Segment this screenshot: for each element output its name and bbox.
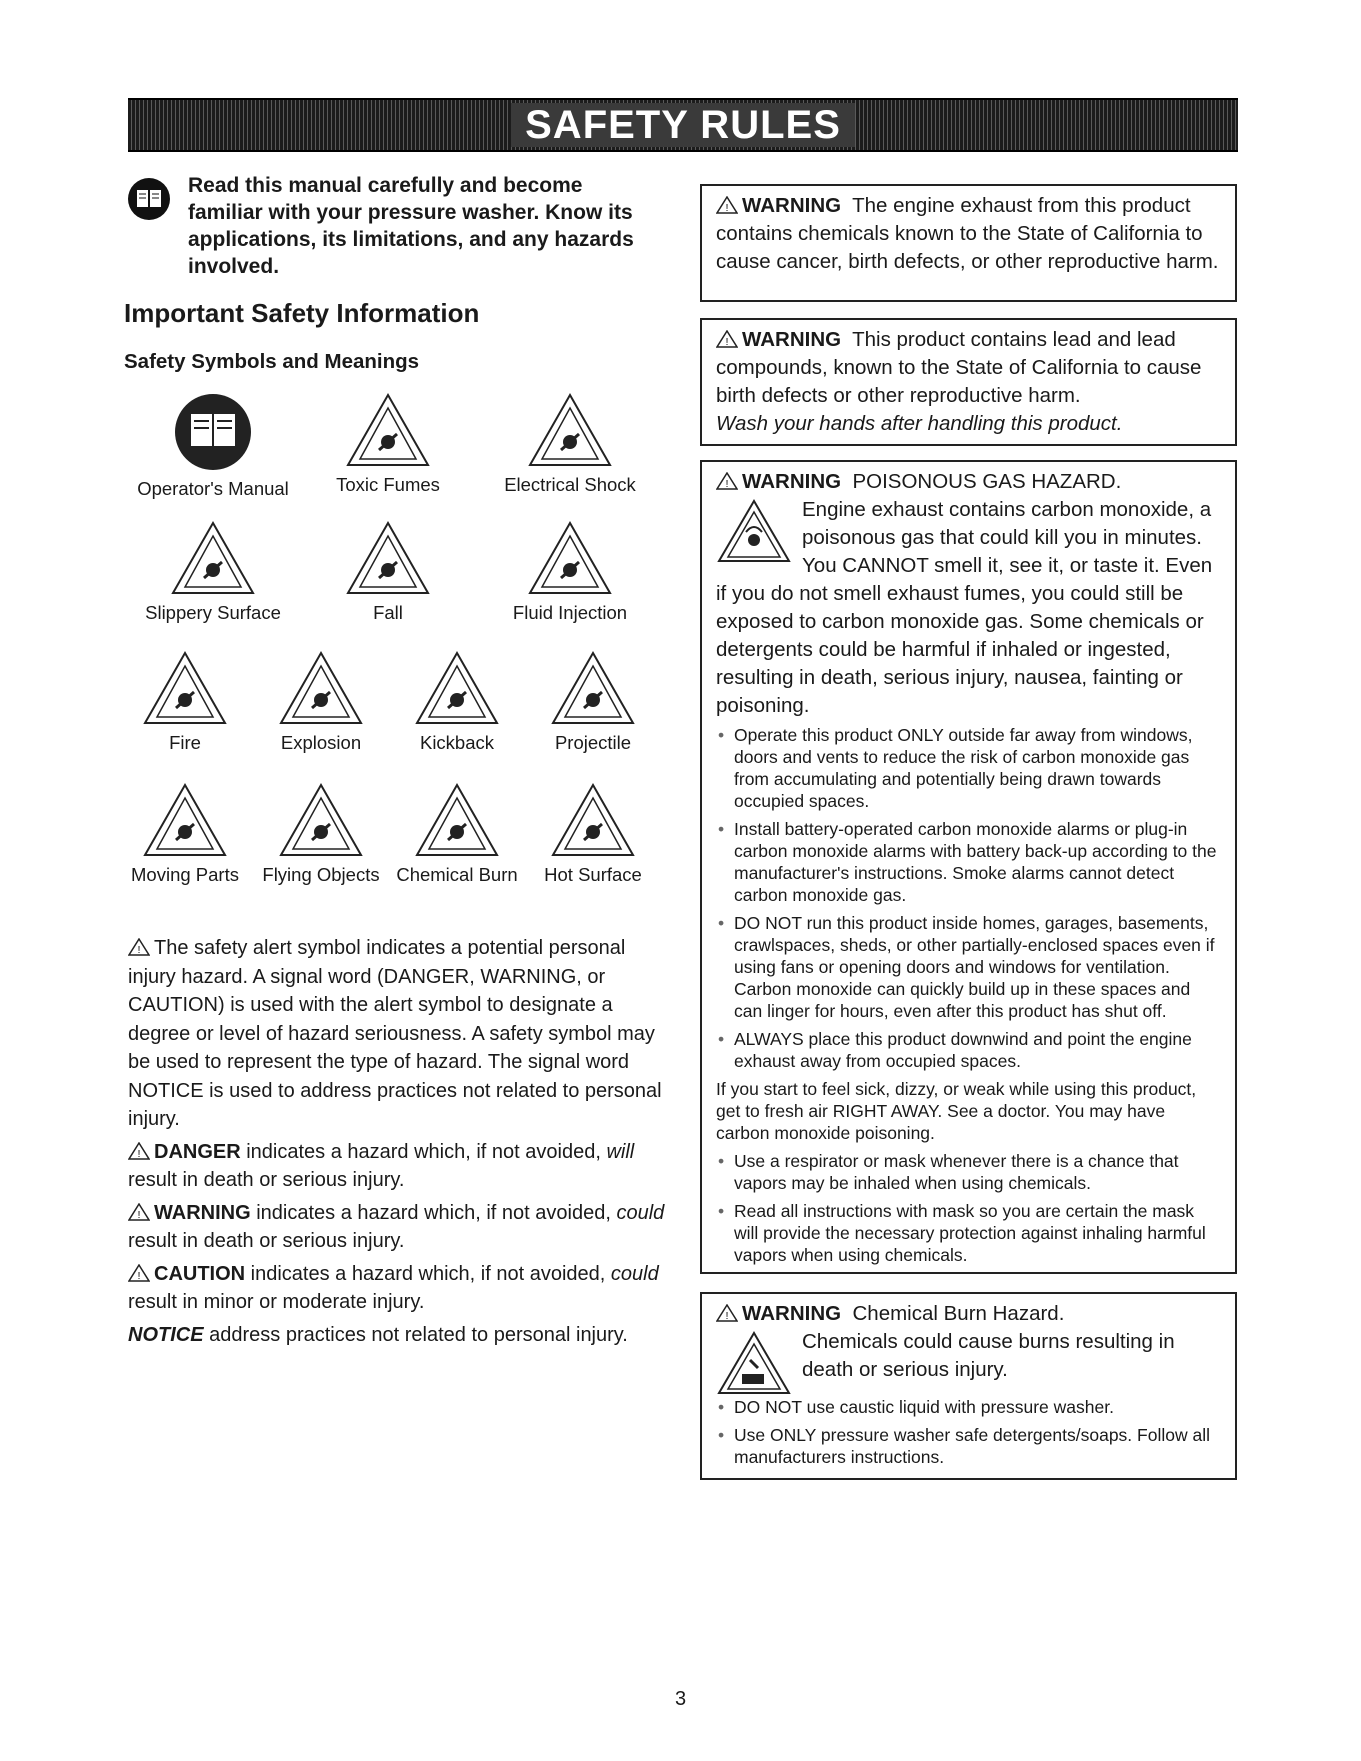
- danger-paragraph: ! DANGER indicates a hazard which, if not avoided, will result in death or serious injury.: [128, 1140, 635, 1191]
- intro-block: [128, 172, 648, 280]
- svg-text:!: !: [137, 1209, 141, 1221]
- signal-words-section: [128, 934, 668, 1353]
- symbol-projectile: [508, 650, 678, 754]
- manual-icon: [128, 178, 170, 220]
- hot-surface-icon: [508, 782, 678, 858]
- symbol-fall: [303, 520, 473, 624]
- symbol-label: Slippery Surface: [145, 602, 281, 623]
- alert-icon: [128, 1140, 150, 1158]
- toxic-fumes-icon: [303, 392, 473, 468]
- symbol-label: Kickback: [419, 732, 495, 753]
- svg-text:!: !: [725, 337, 729, 348]
- heading-symbols: Safety Symbols and Meanings: [124, 350, 420, 373]
- poison-gas-bullets-1: [716, 724, 1221, 1072]
- list-item: • Operate this product ONLY outside far away from windows, doors and vents to reduce the risk of carbon monoxide gas from accumulating and potentially being drawn towards occupied spaces.: [716, 724, 1221, 812]
- alert-icon: [128, 1262, 150, 1280]
- symbol-label: Hot Surface: [544, 864, 642, 885]
- projectile-icon: [508, 650, 678, 726]
- page-title: SAFETY RULES: [511, 103, 855, 147]
- symbol-electrical-shock: [485, 392, 655, 496]
- symbol-label: Explosion: [280, 732, 362, 753]
- symbol-label: Fall: [373, 602, 403, 623]
- symbol-label: Electrical Shock: [504, 474, 636, 495]
- list-item: • Read all instructions with mask so you are certain the mask will provide the necessary protection against inhaling harmful vapors when using chemicals.: [716, 1200, 1221, 1266]
- alert-icon: [716, 1302, 738, 1320]
- symbol-manual: [128, 392, 298, 500]
- svg-text:!: !: [725, 203, 729, 214]
- poison-gas-bullets-2: [716, 1150, 1221, 1266]
- caution-paragraph: ! CAUTION indicates a hazard which, if not avoided, could result in minor or moderate injury.: [128, 1262, 659, 1313]
- chemical-burn-bullets: [716, 1396, 1221, 1468]
- symbol-label: Flying Objects: [262, 864, 380, 885]
- list-item: • DO NOT run this product inside homes, garages, basements, crawlspaces, sheds, or other partially-enclosed spaces even if using fans or opening doors and windows for ventilation. Carbon monoxide can quickly build up in these spaces and can linger for hours, even after this product has shut off.: [716, 912, 1221, 1022]
- alert-icon: [716, 470, 738, 488]
- intro-text: Read this manual carefully and become familiar with your pressure washer. Know its applications, its limitations, and any hazards involved.: [188, 174, 634, 278]
- list-item: • DO NOT use caustic liquid with pressure washer.: [716, 1396, 1221, 1418]
- symbol-label: Operator's Manual: [137, 478, 289, 499]
- warning-paragraph: ! WARNING indicates a hazard which, if not avoided, could result in death or serious injury.: [128, 1201, 665, 1252]
- list-item: • ALWAYS place this product downwind and point the engine exhaust away from occupied spaces.: [716, 1028, 1221, 1072]
- svg-text:!: !: [725, 1311, 729, 1322]
- symbol-label: Chemical Burn: [396, 864, 518, 885]
- list-item: • Use a respirator or mask whenever there is a chance that vapors may be inhaled when using chemicals.: [716, 1150, 1221, 1194]
- alert-icon: [128, 1201, 150, 1219]
- list-item: • Use ONLY pressure washer safe detergents/soaps. Follow all manufacturers instructions.: [716, 1424, 1221, 1468]
- alert-icon: [716, 328, 738, 346]
- alert-paragraph: ! The safety alert symbol indicates a potential personal injury hazard. A signal word (DANGER, WARNING, or CAUTION) is used with the alert symbol to designate a degree or level of hazard seriousness. A safety symbol may be used to represent the type of hazard. The signal word NOTICE is used to address practices not related to personal injury.: [128, 937, 662, 1130]
- page-number: 3: [674, 1688, 687, 1710]
- symbol-hot-surface: [508, 782, 678, 886]
- title-banner: [128, 98, 1238, 152]
- symbol-label: Fluid Injection: [512, 602, 628, 623]
- slippery-surface-icon: [128, 520, 298, 596]
- svg-text:!: !: [137, 1270, 141, 1282]
- svg-text:!: !: [137, 1148, 141, 1160]
- symbol-label: Moving Parts: [131, 864, 239, 885]
- chemical-burn-icon: [716, 1330, 792, 1396]
- electrical-shock-icon: [485, 392, 655, 468]
- manual-icon: [128, 392, 298, 472]
- symbol-label: Toxic Fumes: [336, 474, 440, 495]
- svg-text:!: !: [725, 479, 729, 490]
- symbol-label: Fire: [169, 732, 201, 753]
- symbol-label: Projectile: [554, 732, 632, 753]
- heading-important-safety: Important Safety Information: [124, 298, 480, 328]
- symbol-slippery-surface: [128, 520, 298, 624]
- notice-paragraph: NOTICE address practices not related to personal injury.: [128, 1323, 628, 1346]
- poison-gas-note: If you start to feel sick, dizzy, or weak while using this product, get to fresh air RIGHT AWAY. See a doctor. You may have carbon monoxide poisoning.: [716, 1079, 1197, 1143]
- symbol-toxic-fumes: [303, 392, 473, 496]
- warning-box-exhaust: ! WARNING The engine exhaust from this product contains chemicals known to the State of California to cause cancer, birth defects, or other reproductive harm.: [700, 184, 1237, 302]
- warning-box-chemical-burn: ! WARNING Chemical Burn Hazard. Chemicals could cause burns resulting in death or serious injury. • DO NOT use caustic liquid with pressure washer. • Use ONLY pressure washer safe detergents/soaps. Follow all manufacturers instructions.: [700, 1292, 1237, 1480]
- symbol-fluid-injection: [485, 520, 655, 624]
- alert-icon: [716, 194, 738, 212]
- toxic-fumes-icon: [716, 498, 792, 564]
- warning-box-lead: ! WARNING This product contains lead and lead compounds, known to the State of California to cause birth defects or other reproductive harm. Wash your hands after handling this product.: [700, 318, 1237, 446]
- fluid-injection-icon: [485, 520, 655, 596]
- fall-icon: [303, 520, 473, 596]
- warning-box-poisonous-gas: ! WARNING POISONOUS GAS HAZARD. Engine exhaust contains carbon monoxide, a poisonous gas that could kill you in minutes. You CANNOT smell it, see it, or taste it. Even if you do not smell exhaust fumes, you could still be exposed to carbon monoxide gas. Some chemicals or detergents could be harmful if inhaled or ingested, resulting in death, serious injury, nausea, fainting or poisoning. • Operate this product ONLY outside far away from windows, doors and vents to reduce the risk of carbon monoxide gas from accumulating and potentially being drawn towards occupied spaces. • Install battery-operated carbon monoxide alarms or plug-in carbon monoxide alarms with battery back-up according to the manufacturer's instructions. Smoke alarms cannot detect carbon monoxide gas. • DO NOT run this product inside homes, garages, basements, crawlspaces, sheds, or other partially-enclosed spaces even if using fans or opening doors and windows for ventilation. Carbon monoxide can quickly build up in these spaces and can linger for hours, even after this product has shut off. • ALWAYS place this product downwind and point the engine exhaust away from occupied spaces. If you start to feel sick, dizzy, or weak while using this product, get to fresh air RIGHT AWAY. See a doctor. You may have carbon monoxide poisoning. • Use a respirator or mask whenever there is a chance that vapors may be inhaled when using chemicals. • Read all instructions with mask so you are certain the mask will provide the necessary protection against inhaling harmful vapors when using chemicals.: [700, 460, 1237, 1274]
- alert-icon: [128, 936, 150, 954]
- svg-text:!: !: [137, 945, 141, 956]
- list-item: • Install battery-operated carbon monoxide alarms or plug-in carbon monoxide alarms with battery back-up according to the manufacturer's instructions. Smoke alarms cannot detect carbon monoxide gas.: [716, 818, 1221, 906]
